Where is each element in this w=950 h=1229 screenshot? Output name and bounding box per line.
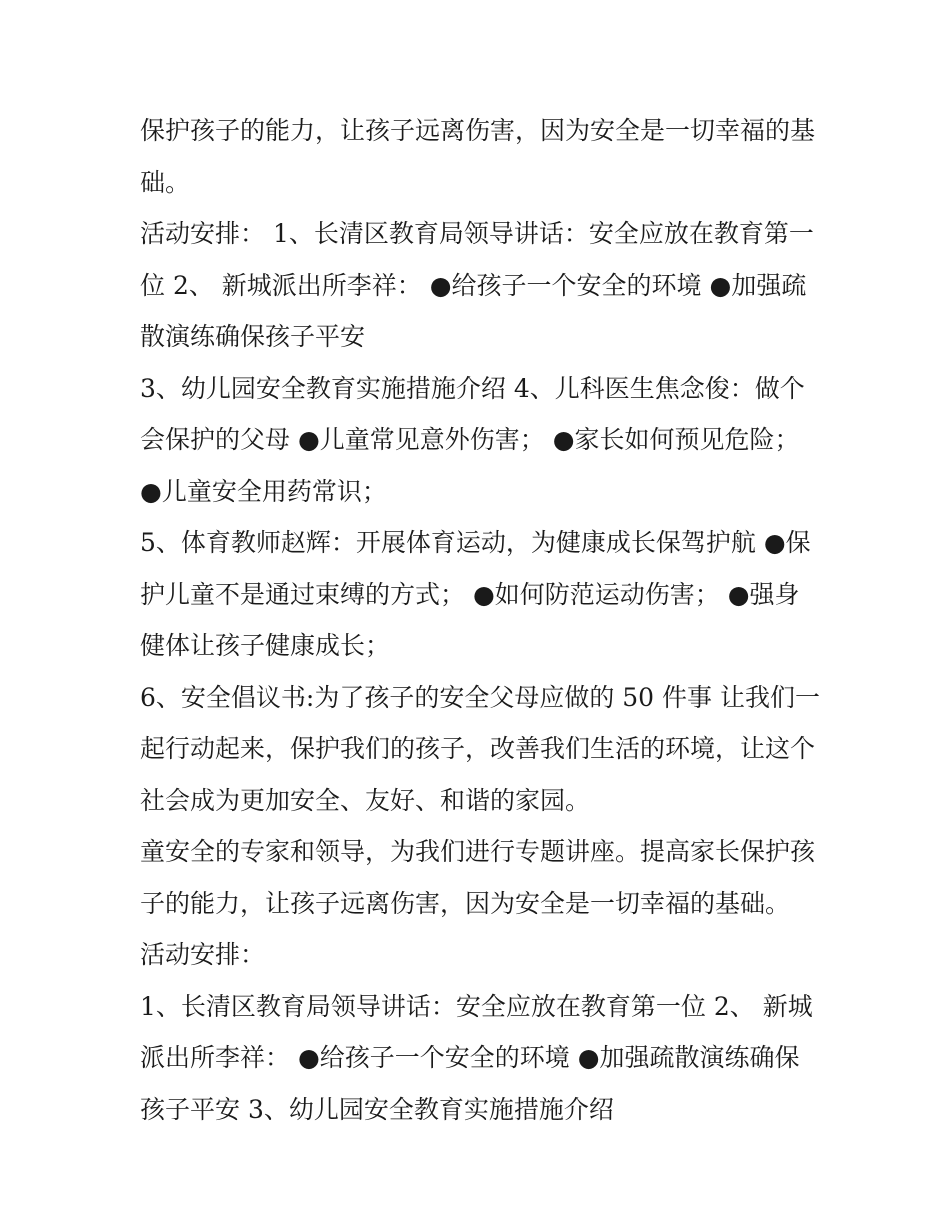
text-line: ●儿童安全用药常识； — [140, 476, 387, 506]
text-line: 护儿童不是通过束缚的方式； ●如何防范运动伤害； ●强身 — [140, 579, 800, 609]
text-line: 1、长清区教育局领导讲话：安全应放在教育第一位 2、 新城 — [140, 991, 813, 1021]
text-line: 活动安排： 1、长清区教育局领导讲话：安全应放在教育第一 — [140, 219, 814, 248]
text-line: 散演练确保孩子平安 — [140, 322, 366, 351]
text-line: 社会成为更加安全、友好、和谐的家园。 — [140, 785, 591, 815]
text-line: 5、体育教师赵辉：开展体育运动，为健康成长保驾护航 ●保 — [140, 528, 811, 557]
text-line: 础。 — [140, 167, 191, 197]
text-line: 会保护的父母 ●儿童常见意外伤害； ●家长如何预见危险； — [140, 425, 800, 454]
text-line: 子的能力，让孩子远离伤害，因为安全是一切幸福的基础。 — [140, 888, 791, 918]
text-line: 活动安排： — [140, 940, 266, 969]
document-body — [140, 105, 820, 1135]
text-line: 位 2、 新城派出所李祥： ●给孩子一个安全的环境 ●加强疏 — [140, 270, 807, 300]
text-line: 派出所李祥： ●给孩子一个安全的环境 ●加强疏散演练确保 — [140, 1043, 800, 1072]
text-line: 孩子平安 3、幼儿园安全教育实施措施介绍 — [140, 1094, 614, 1124]
text-line: 起行动起来，保护我们的孩子，改善我们生活的环境，让这个 — [140, 734, 816, 763]
text-line: 童安全的专家和领导，为我们进行专题讲座。提高家长保护孩 — [140, 837, 816, 866]
text-line: 3、幼儿园安全教育实施措施介绍 4、儿科医生焦念俊：做个 — [140, 373, 805, 403]
text-line: 6、安全倡议书:为了孩子的安全父母应做的 50 件事 让我们一 — [140, 682, 820, 712]
text-line: 保护孩子的能力，让孩子远离伤害，因为安全是一切幸福的基 — [140, 116, 816, 145]
text-line: 健体让孩子健康成长； — [140, 631, 391, 660]
